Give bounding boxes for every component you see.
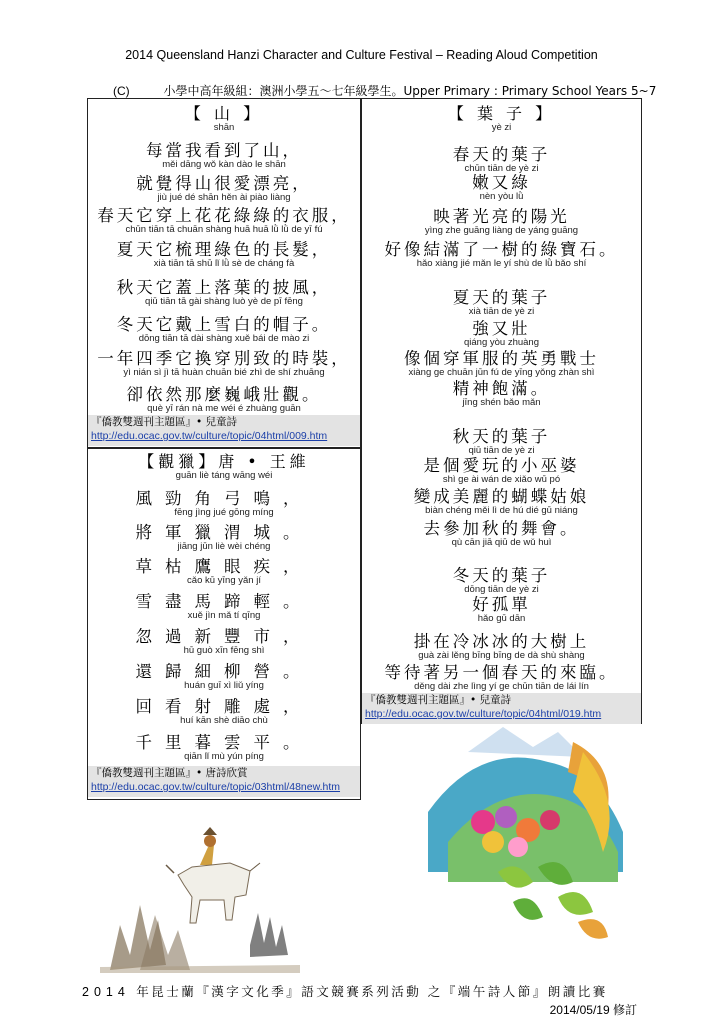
- poem-line: 每當我看到了山，: [146, 141, 302, 160]
- poem-line: 等待著另一個春天的來臨。: [384, 663, 619, 682]
- poem-line-pinyin: qiáng yòu zhuàng: [463, 337, 539, 348]
- poem-line-pinyin: hǎo gū dān: [477, 613, 526, 624]
- poem-line: 草枯鷹眼疾，: [135, 557, 313, 576]
- footer-text: 年昆士蘭『漢字文化季』語文競賽系列活動 之『端午詩人節』朗讀比賽: [136, 984, 608, 999]
- poem-line-pinyin: xià tiān de yè zi: [468, 306, 535, 317]
- source-link[interactable]: http://edu.ocac.gov.tw/culture/topic/04html/019.htm: [365, 708, 602, 720]
- poem-source: [362, 693, 641, 724]
- poem-line-pinyin: huán guī xì liǔ yíng: [184, 680, 264, 691]
- division-line: [113, 82, 656, 99]
- poem-line: 強又壯: [472, 319, 531, 338]
- poem-line: 忽過新豐市，: [135, 627, 313, 646]
- poem-line-pinyin: qiū tiān tā gài shàng luò yè de pī fēng: [145, 296, 303, 307]
- poem-line: 夏天的葉子: [452, 288, 551, 307]
- poem-title: 【 山 】: [184, 104, 264, 123]
- poem-line-pinyin: cǎo kū yīng yǎn jí: [187, 575, 261, 586]
- poem-line: 還歸細柳營。: [135, 662, 313, 681]
- poem-line: 好孤單: [472, 595, 531, 614]
- poem-line: 風勁角弓鳴，: [135, 489, 313, 508]
- poem-source: [88, 415, 360, 446]
- poem-line: 雪盡馬蹄輕。: [135, 592, 313, 611]
- poem-line-pinyin: xuě jìn mǎ tí qīng: [187, 610, 261, 621]
- footer-event: [82, 982, 608, 1000]
- poem-line-pinyin: dōng tiān tā dài shàng xuě bái de mào zi: [138, 333, 310, 344]
- poem-line-pinyin: chūn tiān de yè zi: [464, 163, 539, 174]
- poem-title: 【 葉 子 】: [447, 104, 556, 123]
- poem-line: 是個愛玩的小巫婆: [423, 456, 580, 475]
- poem-source: [88, 766, 360, 797]
- footer-year: 2014: [82, 985, 130, 999]
- poem-line-pinyin: qiān lǐ mù yún píng: [184, 751, 264, 762]
- poem-line: 冬天它戴上雪白的帽子。: [116, 315, 332, 334]
- poem-line-pinyin: děng dài zhe lìng yí ge chūn tiān de lái lín: [414, 681, 589, 692]
- poem-line: 秋天的葉子: [452, 427, 551, 446]
- source-label: 『僑教雙週刊主題區』• 兒童詩: [91, 416, 238, 428]
- poem-line-pinyin: hū guò xīn fēng shì: [183, 645, 265, 656]
- source-label: 『僑教雙週刊主題區』• 兒童詩: [365, 694, 512, 706]
- poem-line: 秋天它蓋上落葉的披風，: [116, 278, 332, 297]
- poem-title-pinyin: yè zi: [491, 122, 512, 133]
- poem-wang-box: [87, 448, 361, 800]
- poem-line: 冬天的葉子: [452, 566, 551, 585]
- poem-line-pinyin: shì ge ài wán de xiǎo wū pó: [442, 474, 561, 485]
- poem-line-pinyin: jīng shén bǎo mǎn: [462, 397, 541, 408]
- poem-line-pinyin: huí kān shè diāo chù: [180, 715, 268, 726]
- poem-line-pinyin: biàn chéng měi lì de hú dié gū niáng: [425, 505, 578, 516]
- poem-line-pinyin: hǎo xiàng jié mǎn le yí shù de lǜ bǎo shí: [416, 258, 587, 269]
- poem-line: 將軍獵渭城。: [135, 523, 313, 542]
- poem-title: 【觀獵】唐 • 王維: [138, 452, 310, 471]
- poem-line: 卻依然那麼巍峨壯觀。: [126, 385, 322, 404]
- source-link[interactable]: http://edu.ocac.gov.tw/culture/topic/03html/48new.htm: [91, 781, 341, 793]
- poem-line-pinyin: xiàng ge chuān jūn fú de yīng yǒng zhàn shì: [408, 367, 595, 378]
- poem-line-pinyin: yì nián sì jì tā huàn chuān bié zhì de shí zhuāng: [123, 367, 325, 378]
- poem-line: 春天的葉子: [452, 145, 551, 164]
- poem-line: 變成美麗的蝴蝶姑娘: [413, 487, 590, 506]
- poem-line-pinyin: jiù jué dé shān hěn ài piào liàng: [157, 192, 291, 203]
- division-code: (C): [113, 84, 130, 98]
- poem-line: 回看射雕處，: [135, 697, 313, 716]
- poem-line: 精神飽滿。: [452, 379, 551, 398]
- poem-title-pinyin: guān liè táng wāng wéi: [175, 470, 273, 481]
- poem-line-pinyin: què yī rán nà me wéi é zhuàng guān: [147, 403, 301, 414]
- source-label: 『僑教雙週刊主題區』• 唐詩欣賞: [91, 767, 248, 779]
- poem-line-pinyin: měi dāng wǒ kàn dào le shān: [162, 159, 286, 170]
- page-header: 2014 Queensland Hanzi Character and Culture Festival – Reading Aloud Competition: [125, 48, 598, 62]
- poem-line: 夏天它梳理綠色的長髮，: [116, 240, 332, 259]
- poem-ye-box: [361, 98, 642, 724]
- colorful-leaves-illustration: [408, 722, 628, 947]
- hunter-on-horse-illustration: [100, 805, 300, 975]
- poem-line-pinyin: yìng zhe guāng liàng de yáng guāng: [424, 225, 579, 236]
- poem-line: 映著光亮的陽光: [433, 207, 570, 226]
- poem-line-pinyin: xià tiān tā shū lǐ lǜ sè de cháng fà: [153, 258, 295, 269]
- footer-date: 2014/05/19 修訂: [549, 1003, 637, 1017]
- poem-line-pinyin: guà zài lěng bīng bīng de dà shù shàng: [418, 650, 585, 661]
- poem-line-pinyin: qiū tiān de yè zi: [468, 445, 535, 456]
- poem-line: 嫩又綠: [472, 173, 531, 192]
- poem-line: 像個穿軍服的英勇戰士: [404, 349, 599, 368]
- poem-line-pinyin: chūn tiān tā chuān shàng huā huā lǜ lǜ de yī fú: [125, 224, 323, 235]
- poem-line: 春天它穿上花花綠綠的衣服，: [97, 206, 351, 225]
- division-text: 小學中高年級組：澳洲小學五～七年級學生。Upper Primary : Primary School Years 5~7: [163, 84, 657, 98]
- poem-line-pinyin: fēng jìng jué gōng míng: [174, 507, 274, 518]
- poem-line: 去參加秋的舞會。: [423, 519, 580, 538]
- poem-line: 一年四季它換穿別致的時裝，: [97, 349, 351, 368]
- source-link[interactable]: http://edu.ocac.gov.tw/culture/topic/04html/009.htm: [91, 430, 328, 442]
- poem-line: 千里暮雲平。: [135, 733, 313, 752]
- poem-title-pinyin: shān: [213, 122, 235, 133]
- poem-line-pinyin: qù cān jiā qiū de wǔ huì: [451, 537, 552, 548]
- poem-line-pinyin: jiāng jūn liè wèi chéng: [177, 541, 271, 552]
- poem-line: 就覺得山很愛漂亮，: [136, 174, 312, 193]
- poem-shan-box: [87, 98, 361, 448]
- poem-line-pinyin: dōng tiān de yè zi: [464, 584, 539, 595]
- poem-line-pinyin: nèn yòu lǜ: [479, 191, 524, 202]
- poem-line: 掛在冷冰冰的大樹上: [413, 632, 590, 651]
- poem-line: 好像結滿了一樹的綠寶石。: [384, 240, 619, 259]
